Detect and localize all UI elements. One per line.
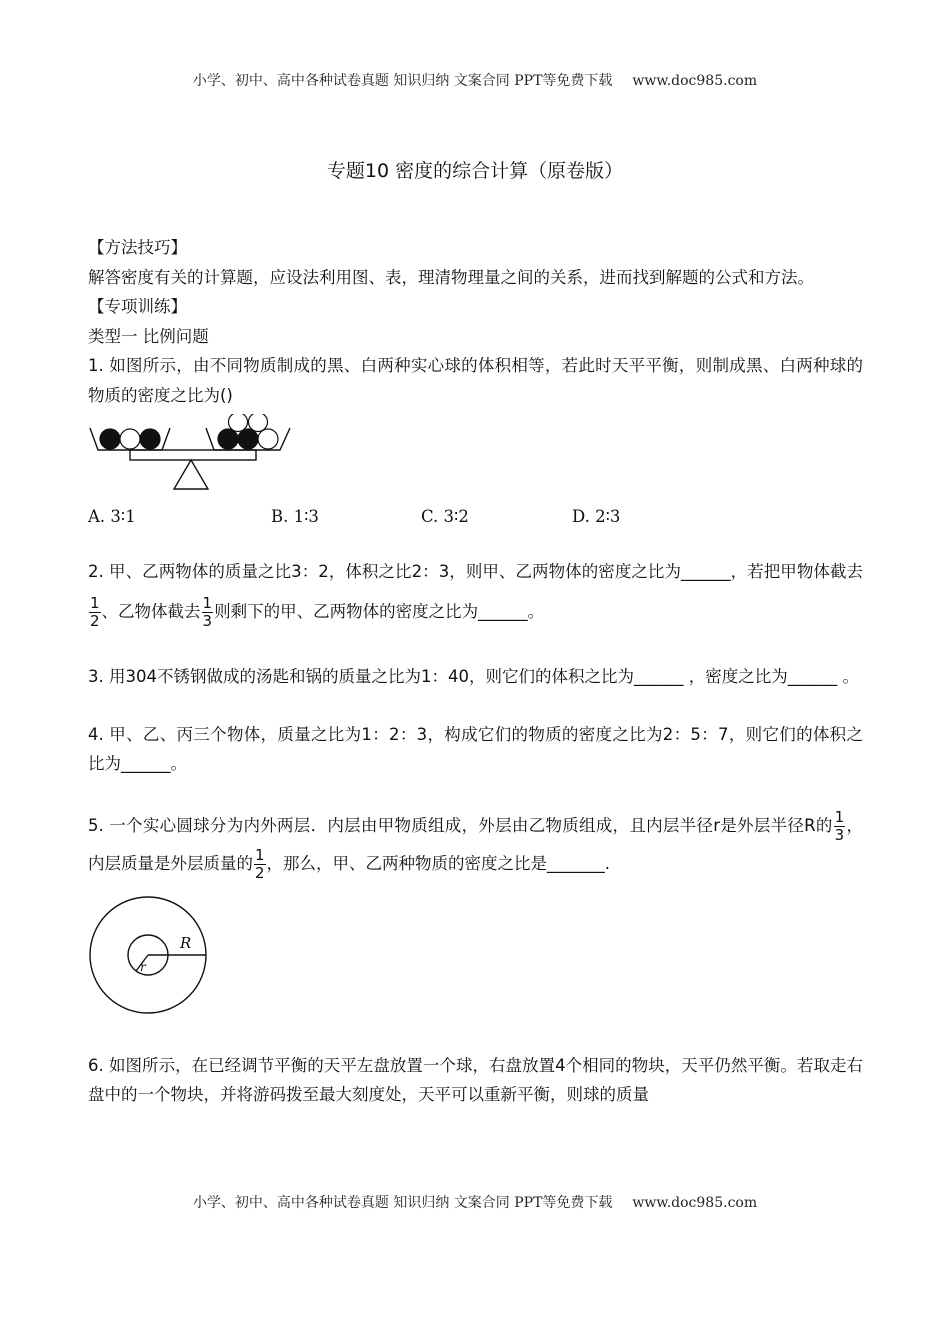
type1-heading: 类型一 比例问题 (88, 326, 209, 346)
question-2-part2: 、乙物体截去 (101, 602, 201, 621)
fraction-half: $\frac{1}{2}$ (90, 594, 100, 630)
white-ball (120, 429, 140, 449)
choice-b[interactable]: B. 1∶3 (271, 507, 319, 526)
white-ball (258, 429, 278, 449)
black-ball (100, 429, 120, 449)
fraction-third: $\frac{1}{3}$ (834, 807, 845, 844)
balance-figure (88, 414, 863, 498)
black-ball (218, 429, 238, 449)
header-text: 小学、初中、高中各种试卷真题 知识归纳 文案合同 PPT等免费下载 (192, 73, 613, 89)
inner-radius-label: r (140, 959, 146, 974)
question-2 (88, 552, 863, 632)
page-footer (0, 1192, 950, 1212)
choice-c[interactable]: C. 3∶2 (421, 507, 469, 526)
question-5-part3: ，那么，甲、乙两种物质的密度之比是_______. (266, 853, 611, 873)
white-ball (229, 414, 248, 432)
question-5-part2: ，内层质量是外层质量的 (88, 815, 863, 873)
question-3: 3. 用304不锈钢做成的汤匙和锅的质量之比为1：40，则它们的体积之比为______ ，密度之比为______ 。 (88, 667, 859, 686)
question-5-part1: 5. 一个实心圆球分为内外两层．内层由甲物质组成，外层由乙物质组成，且内层半径r是外层半径R的 (88, 815, 833, 835)
balance-fulcrum (174, 460, 208, 489)
balance-diagram (88, 414, 298, 498)
question-5 (88, 807, 863, 883)
black-ball (140, 429, 160, 449)
fraction-half: $\frac{1}{2}$ (255, 845, 265, 882)
page-header (0, 70, 950, 90)
white-ball (249, 414, 268, 432)
method-heading: 【方法技巧】 (88, 238, 187, 257)
question-1: 1. 如图所示，由不同物质制成的黑、白两种实心球的体积相等，若此时天平平衡，则制成黑、白两种球的物质的密度之比为() (88, 356, 863, 405)
choice-a[interactable]: A. 3∶1 (88, 507, 136, 526)
footer-text: 小学、初中、高中各种试卷真题 知识归纳 文案合同 PPT等免费下载 (192, 1195, 613, 1211)
choice-d[interactable]: D. 2∶3 (572, 507, 621, 526)
question-2-part3: 则剩下的甲、乙两物体的密度之比为______。 (214, 602, 545, 621)
page-title: 专题10 密度的综合计算（原卷版） (326, 160, 624, 182)
question-4: 4. 甲、乙、丙三个物体，质量之比为1：2：3，构成它们的物质的密度之比为2：5：7，则它们的体积之比为______。 (88, 724, 863, 773)
fraction-third: $\frac{1}{3}$ (202, 594, 213, 630)
question-1-choices (88, 502, 863, 532)
outer-radius-label: R (180, 933, 192, 952)
training-heading: 【专项训练】 (88, 297, 187, 316)
method-body: 解答密度有关的计算题，应设法利用图、表，理清物理量之间的关系，进而找到解题的公式和方法。 (88, 267, 814, 287)
question-2-part1: 2. 甲、乙两物体的质量之比3：2，体积之比2：3，则甲、乙两物体的密度之比为______，若把甲物体截去 (88, 562, 863, 581)
document-body (88, 233, 863, 1110)
balance-beam (130, 450, 256, 460)
header-url[interactable]: www.doc985.com (632, 73, 758, 89)
sphere-diagram (88, 895, 212, 1019)
question-6: 6. 如图所示，在已经调节平衡的天平左盘放置一个球，右盘放置4个相同的物块，天平仍然平衡。若取走右盘中的一个物块，并将游码拨至最大刻度处，天平可以重新平衡，则球的质量 (88, 1055, 863, 1104)
footer-url[interactable]: www.doc985.com (632, 1195, 758, 1211)
black-ball (238, 429, 258, 449)
sphere-figure (88, 895, 863, 1025)
